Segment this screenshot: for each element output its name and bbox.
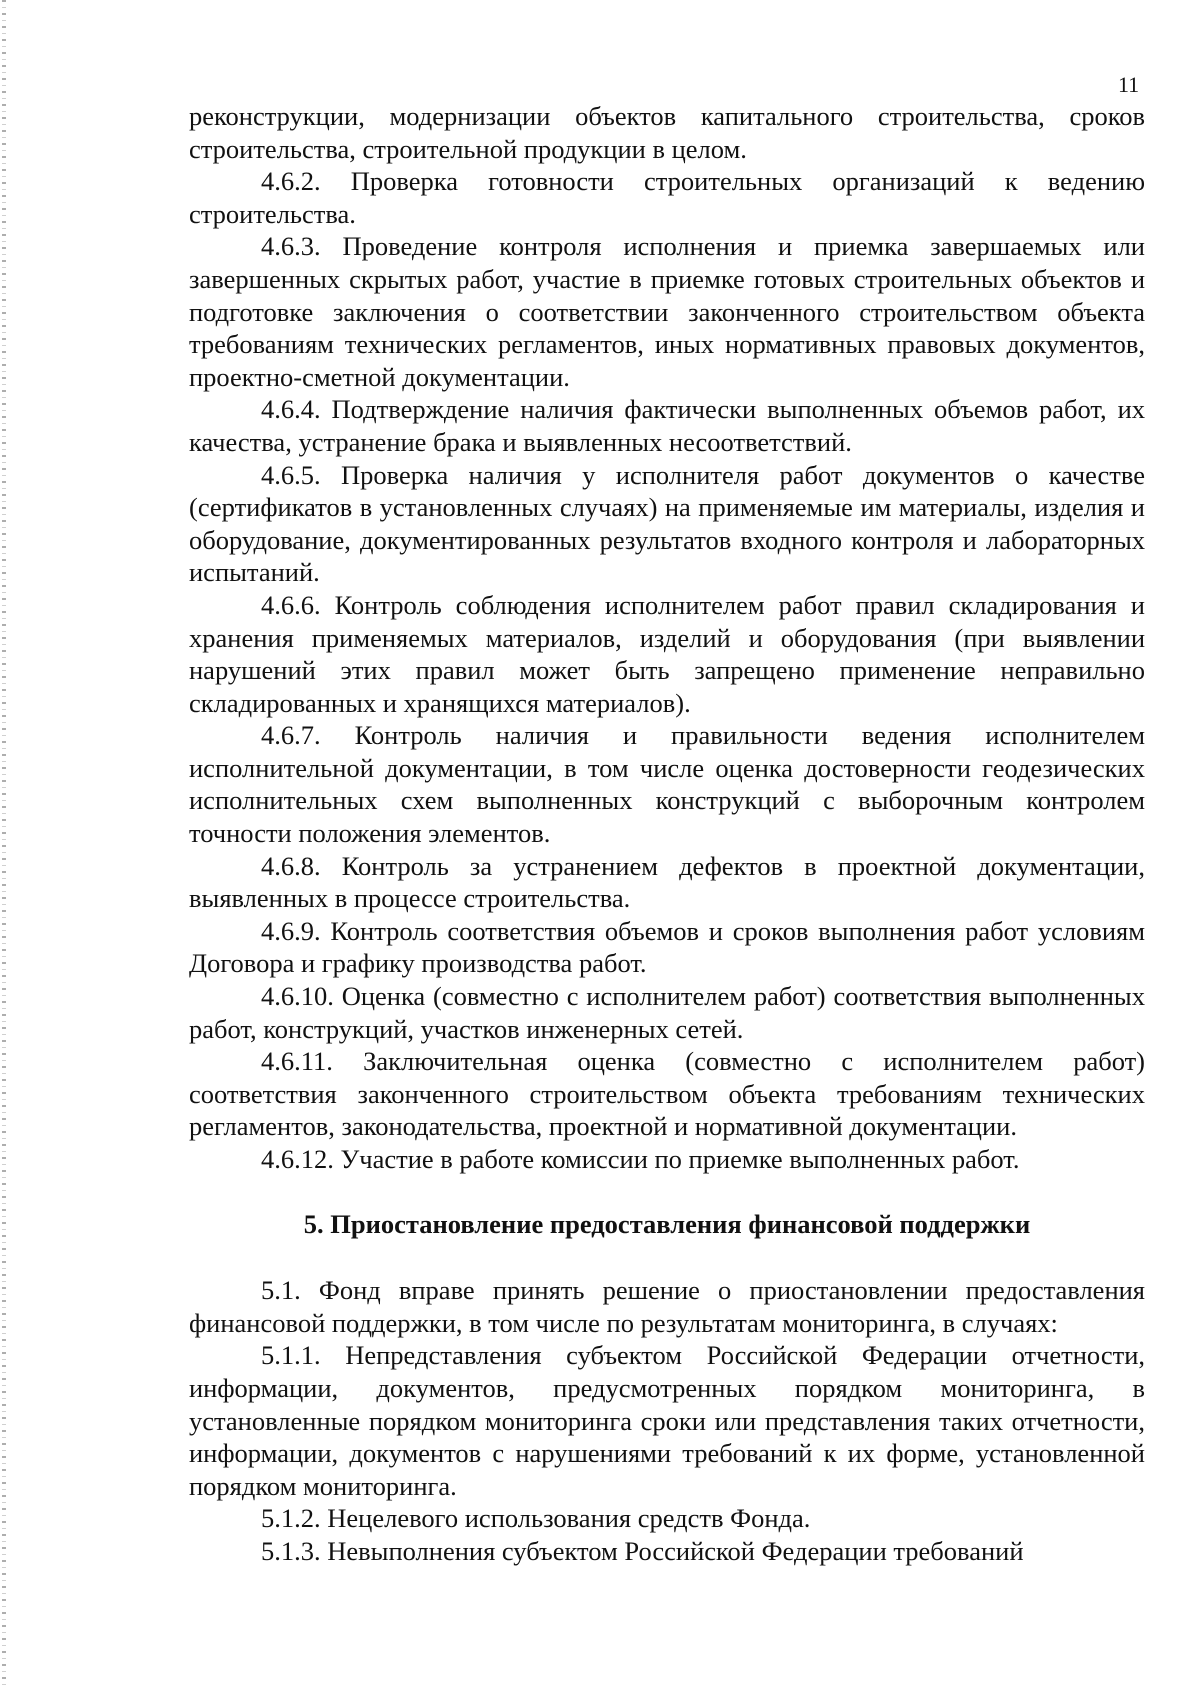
paragraph-4-6-12: 4.6.12. Участие в работе комиссии по приемке выполненных работ.: [261, 1144, 1020, 1174]
paragraph-continuation: реконструкции, модернизации объектов капитального строительства, сроков строительства, строительной продукции в целом.: [189, 101, 1145, 164]
paragraph-4-6-6: 4.6.6. Контроль соблюдения исполнителем работ правил складирования и хранения применяемых материалов, изделий и оборудования (при выявлении нарушений этих правил может быть запрещено применение неправильно складированных и хранящихся материалов).: [189, 589, 1145, 718]
document-body: [189, 100, 1145, 1568]
paragraph-5-1-1: 5.1.1. Непредставления субъектом Российской Федерации отчетности, информации, документов, предусмотренных порядком мониторинга, в установленные порядком мониторинга сроки или представления таких отчетности, информации, документов с нарушениями требований к их форме, установленной порядком мониторинга.: [189, 1340, 1145, 1501]
paragraph-4-6-2: 4.6.2. Проверка готовности строительных организаций к ведению строительства.: [189, 166, 1145, 229]
scan-edge-artifact: [2, 0, 6, 1685]
paragraph-4-6-11: 4.6.11. Заключительная оценка (совместно с исполнителем работ) соответствия законченного строительством объекта требованиям технических регламентов, законодательства, проектной и нормативной документации.: [189, 1046, 1145, 1142]
paragraph-5-1: 5.1. Фонд вправе принять решение о приостановлении предоставления финансовой поддержки, в том числе по результатам мониторинга, в случаях:: [189, 1275, 1145, 1338]
page-number: 11: [1118, 72, 1140, 97]
paragraph-5-1-3: 5.1.3. Невыполнения субъектом Российской Федерации требований: [261, 1535, 1024, 1566]
paragraph-4-6-9: 4.6.9. Контроль соответствия объемов и сроков выполнения работ условиям Договора и графику производства работ.: [189, 915, 1145, 979]
paragraph-4-6-4: 4.6.4. Подтверждение наличия фактически выполненных объемов работ, их качества, устранение брака и выявленных несоответствий.: [189, 394, 1145, 457]
paragraph-4-6-5: 4.6.5. Проверка наличия у исполнителя работ документов о качестве (сертификатов в установленных случаях) на применяемые им материалы, изделия и оборудование, документированных результатов входного контроля и лабораторных испытаний.: [189, 459, 1145, 588]
paragraph-4-6-7: 4.6.7. Контроль наличия и правильности ведения исполнителем исполнительной документации, в том числе оценка достоверности геодезических исполнительных схем выполненных конструкций с выборочным контролем точности положения элементов.: [189, 720, 1145, 849]
paragraph-4-6-8: 4.6.8. Контроль за устранением дефектов в проектной документации, выявленных в процессе строительства.: [189, 850, 1145, 914]
paragraph-4-6-3: 4.6.3. Проведение контроля исполнения и приемка завершаемых или завершенных скрытых работ, участие в приемке готовых строительных объектов и подготовке заключения о соответствии законченного строительством объекта требованиям технических регламентов, иных нормативных правовых документов, проектно-сметной документации.: [189, 231, 1145, 392]
paragraph-5-1-2: 5.1.2. Нецелевого использования средств Фонда.: [261, 1503, 811, 1534]
paragraph-4-6-10: 4.6.10. Оценка (совместно с исполнителем работ) соответствия выполненных работ, конструкций, участков инженерных сетей.: [189, 981, 1145, 1044]
section-heading: 5. Приостановление предоставления финансовой поддержки: [303, 1208, 1031, 1239]
